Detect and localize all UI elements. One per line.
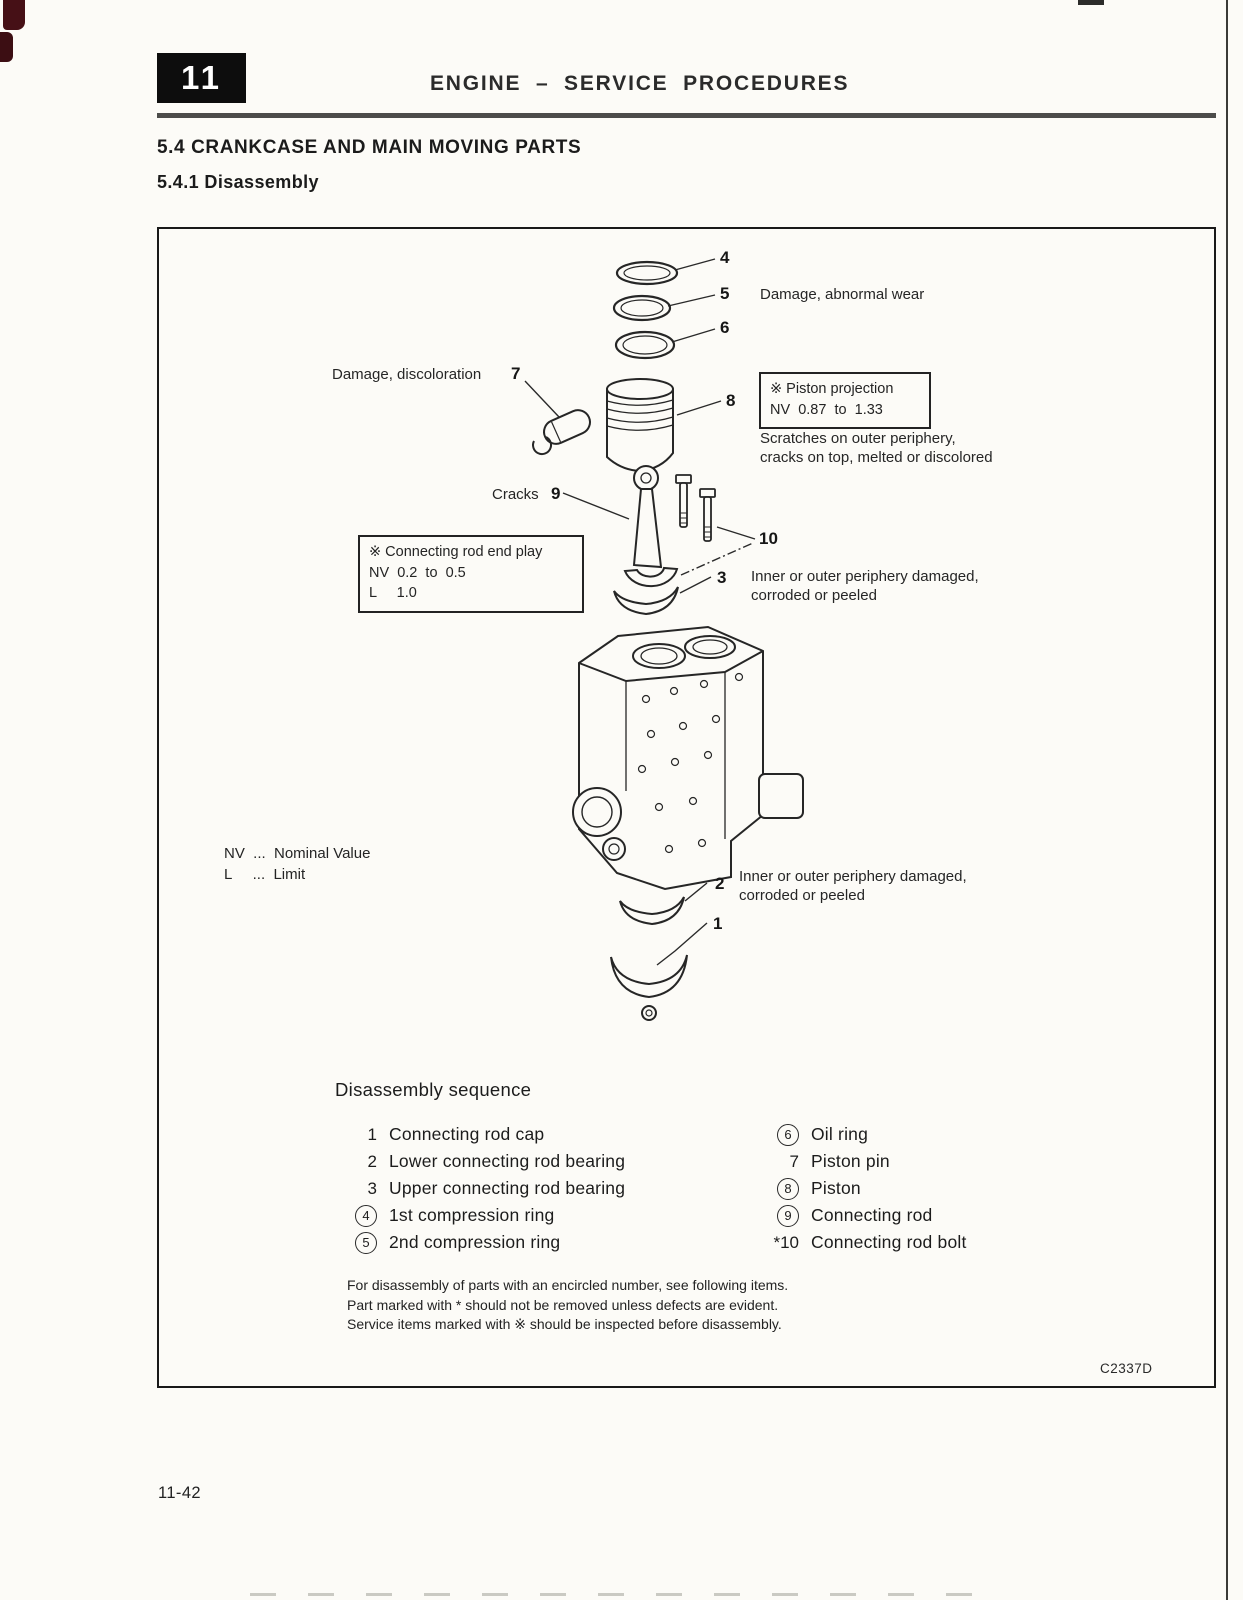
callout-10: 10	[759, 529, 778, 548]
spec-line: NV 0.87 to 1.33	[770, 401, 883, 418]
figure-frame	[157, 227, 1216, 1388]
legend	[224, 843, 370, 886]
list-item	[335, 1121, 757, 1148]
disassembly-sequence	[335, 1079, 1135, 1335]
rod-bolts	[676, 475, 715, 541]
sequence-title: Disassembly sequence	[335, 1079, 532, 1100]
list-item	[335, 1229, 757, 1256]
note: For disassembly of parts with an encircled number, see following items.	[347, 1277, 789, 1293]
chapter-number-box	[157, 53, 246, 103]
spec-line: L 1.0	[369, 585, 417, 602]
item-label: Connecting rod	[811, 1205, 933, 1225]
annotation-scratches: Scratches on outer periphery, cracks on top, melted or discolored	[760, 430, 993, 467]
list-item	[757, 1229, 1135, 1256]
spec-box-piston-projection	[759, 372, 931, 429]
scan-artifact	[250, 1593, 990, 1596]
compression-ring-2	[614, 296, 670, 320]
scan-artifact	[1226, 0, 1228, 1600]
scan-artifact	[3, 0, 25, 30]
item-label: Connecting rod bolt	[811, 1232, 967, 1252]
scan-artifact	[1078, 0, 1104, 5]
rod-cap	[611, 955, 687, 997]
sequence-notes	[347, 1276, 852, 1335]
chapter-number: 11	[181, 59, 222, 96]
item-number: 7	[789, 1151, 799, 1171]
legend-line-l: L ... Limit	[224, 866, 306, 884]
piston	[607, 379, 673, 471]
annotation-inner-outer-lower: Inner or outer periphery damaged, corroded or peeled	[739, 868, 967, 905]
piston-pin	[533, 406, 594, 454]
item-label: 2nd compression ring	[389, 1232, 561, 1252]
callout-3: 3	[717, 568, 727, 587]
spec-box-rod-end-play	[358, 535, 584, 613]
item-number-circled: 6	[777, 1124, 799, 1146]
cap-nut	[642, 1006, 656, 1020]
spec-line: ※ Connecting rod end play	[369, 544, 543, 560]
callout-4: 4	[720, 248, 730, 267]
item-label: 1st compression ring	[389, 1205, 555, 1225]
header-rule	[157, 113, 1216, 118]
item-number: 3	[367, 1178, 377, 1198]
item-number: 2	[367, 1151, 377, 1171]
annotation-inner-outer-upper: Inner or outer periphery damaged, corroded or peeled	[751, 568, 979, 605]
callout-6: 6	[720, 318, 730, 337]
item-label: Upper connecting rod bearing	[389, 1178, 626, 1198]
item-number-circled: 8	[777, 1178, 799, 1200]
item-number-circled: 9	[777, 1205, 799, 1227]
item-number-circled: 4	[355, 1205, 377, 1227]
oil-ring	[616, 332, 674, 358]
lower-rod-bearing	[620, 897, 684, 924]
item-number-circled: 5	[355, 1232, 377, 1254]
page-title: ENGINE – SERVICE PROCEDURES	[430, 72, 850, 95]
annotation-damage-abnormal-wear: Damage, abnormal wear	[760, 286, 925, 303]
callout-8: 8	[726, 391, 736, 410]
item-number: *10	[773, 1232, 799, 1252]
scan-artifact	[0, 32, 13, 62]
section-heading: 5.4 CRANKCASE AND MAIN MOVING PARTS	[157, 137, 582, 158]
list-item	[335, 1175, 757, 1202]
compression-ring-1	[617, 262, 677, 284]
note: Part marked with * should not be removed unless defects are evident.	[347, 1296, 779, 1313]
list-item	[757, 1121, 1135, 1148]
item-label: Piston pin	[811, 1151, 890, 1171]
item-label: Oil ring	[811, 1124, 869, 1144]
callout-9: 9	[551, 484, 561, 503]
connecting-rod	[625, 466, 677, 586]
item-label: Connecting rod cap	[389, 1124, 545, 1144]
spec-line: ※ Piston projection	[770, 381, 894, 397]
item-label: Lower connecting rod bearing	[389, 1151, 626, 1171]
callout-7: 7	[511, 364, 521, 383]
upper-rod-bearing	[614, 587, 678, 614]
sequence-left-column	[335, 1121, 757, 1256]
subsection-heading: 5.4.1 Disassembly	[157, 172, 319, 192]
spec-line: NV 0.2 to 0.5	[369, 564, 466, 581]
annotation-cracks: Cracks	[492, 486, 539, 503]
list-item	[757, 1202, 1135, 1229]
item-number: 1	[367, 1124, 377, 1144]
engine-block	[573, 627, 803, 889]
list-item	[335, 1202, 757, 1229]
list-item	[335, 1148, 757, 1175]
list-item	[757, 1148, 1135, 1175]
sequence-right-column	[757, 1121, 1135, 1256]
callout-1: 1	[713, 914, 723, 933]
annotation-damage-discoloration: Damage, discoloration	[332, 366, 482, 383]
note: Service items marked with ※ should be inspected before disassembly.	[347, 1316, 782, 1333]
callout-5: 5	[720, 284, 730, 303]
legend-line-nv: NV ... Nominal Value	[224, 845, 371, 862]
page-number: 11-42	[158, 1484, 201, 1502]
figure-code: C2337D	[1100, 1361, 1153, 1376]
engine-exploded-diagram	[159, 229, 1214, 1069]
callout-2: 2	[715, 874, 725, 893]
item-label: Piston	[811, 1178, 861, 1198]
list-item	[757, 1175, 1135, 1202]
